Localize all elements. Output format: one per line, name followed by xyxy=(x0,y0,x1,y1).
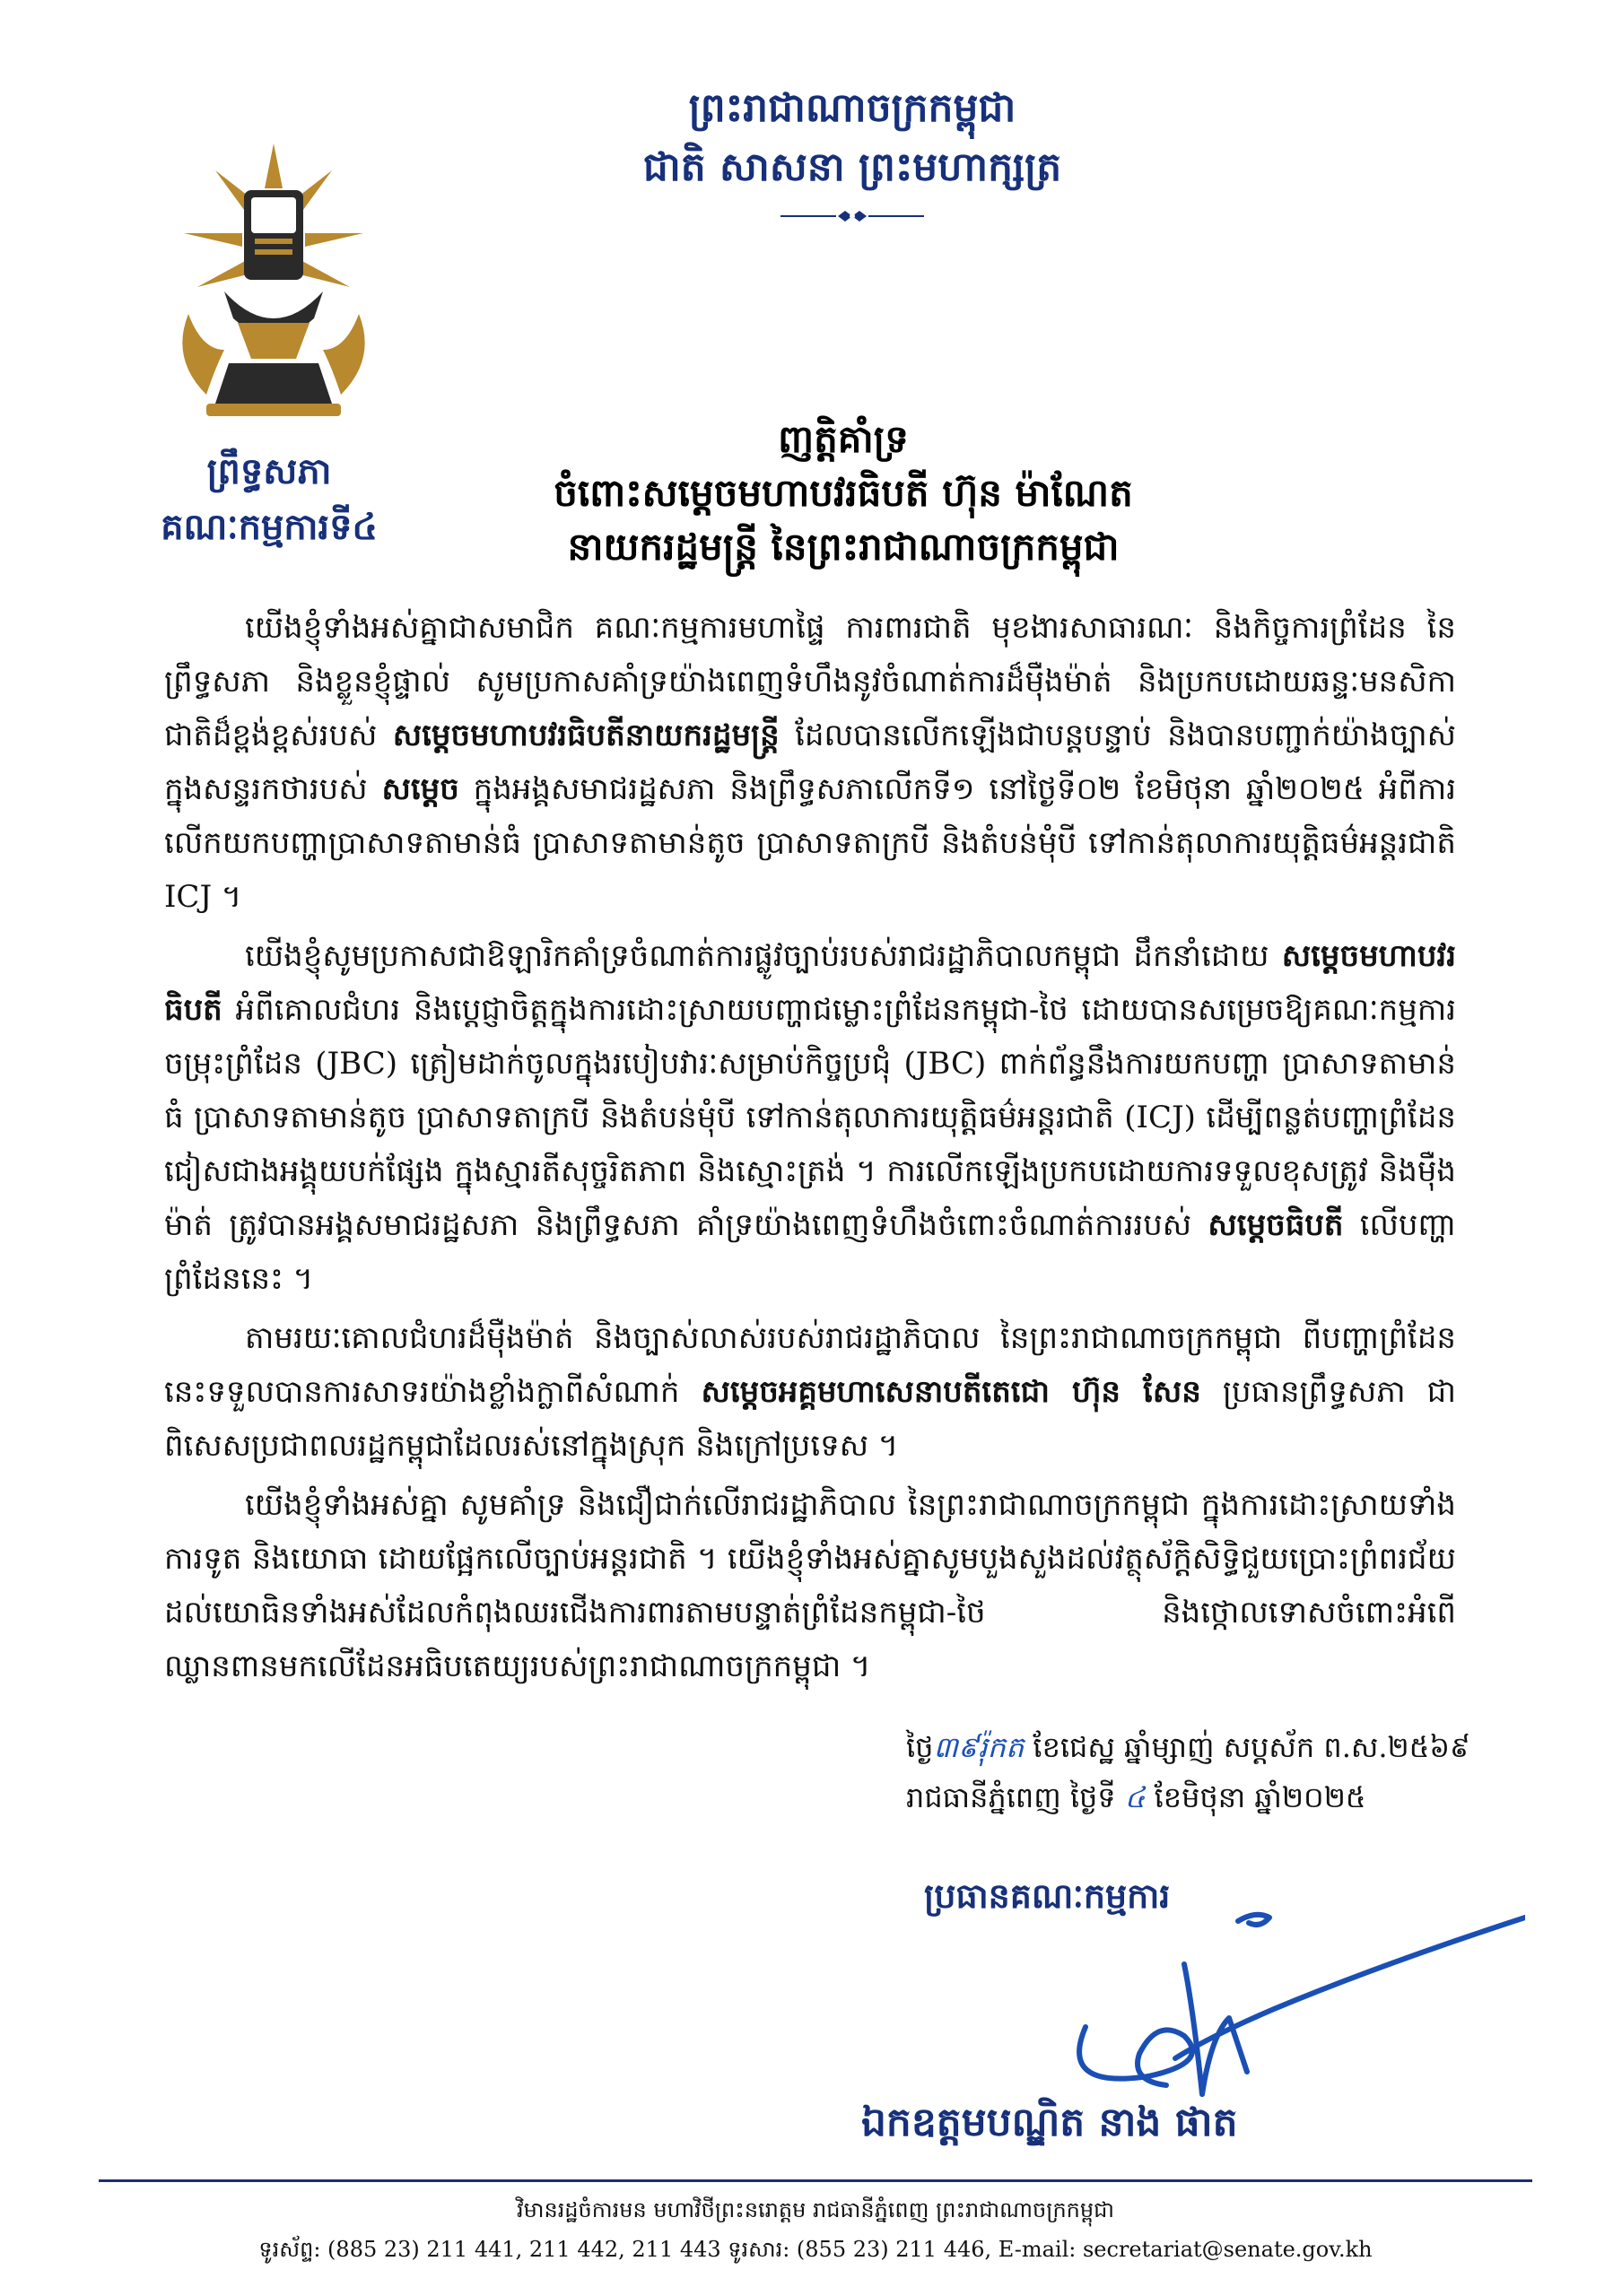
document-body xyxy=(164,601,1456,1699)
ornament-divider-icon xyxy=(780,208,924,224)
date-block xyxy=(906,1722,1470,1822)
national-motto: ជាតិ សាសនា ព្រះមហាក្សត្រ xyxy=(642,144,1062,190)
paragraph-3: តាមរយៈគោលជំហរដ៏មុឺងម៉ាត់ និងច្បាស់លាស់របស់រាជរដ្ឋាភិបាល នៃព្រះរាជាណាចក្រកម្ពុជា ពីបញ្ហាព្រំដែននេះទទួលបានការសាទរយ៉ាងខ្លាំងក្លាពីសំណាក់ សម្តេចអគ្គមហាសេនាបតីតេជោ ហ៊ុន សែន ប្រធានព្រឹទ្ធសភា ជាពិសេសប្រជាពលរដ្ឋកម្ពុជាដែលរស់នៅក្នុងស្រុក និងក្រៅប្រទេស ។ xyxy=(164,1320,1456,1464)
paragraph-4: យើងខ្ញុំទាំងអស់គ្នា សូមគាំទ្រ និងជឿជាក់លើរាជរដ្ឋាភិបាល នៃព្រះរាជាណាចក្រកម្ពុជា ក្នុងការដោះស្រាយទាំងការទូត និងយោធា ដោយផ្អែកលើច្បាប់អន្តរជាតិ ។ យើងខ្ញុំទាំងអស់គ្នាសូមបួងសួងដល់វត្ថុស័ក្តិសិទ្ធិជួយប្រោះព្រំពរជ័យដល់យោធិនទាំងអស់ដែលកំពុងឈរជើងការពារតាមបន្ទាត់ព្រំដែនកម្ពុជា-ថៃ និងថ្កោលទោសចំពោះអំពើឈ្លានពានមកលើដែនអធិបតេយ្យរបស់ព្រះរាជាណាចក្រកម្ពុជា ។ xyxy=(164,1487,1456,1684)
senate-emblem-icon xyxy=(161,135,386,430)
handwritten-lunar-day: ៣៩រ៉ុកត xyxy=(933,1730,1025,1764)
title-line-3: នាយករដ្ឋមន្ត្រី នៃព្រះរាជាណាចក្រកម្ពុជា xyxy=(567,525,1120,569)
handwritten-solar-day: ៤ xyxy=(1124,1780,1146,1814)
title-line-1: ញត្តិគាំទ្រ xyxy=(778,417,909,461)
title-line-2: ចំពោះសម្តេចមហាបវរធិបតី ហ៊ុន ម៉ាណែត xyxy=(554,471,1133,515)
document-title xyxy=(377,413,1310,574)
commission-label: គណៈកម្មការទី៤ xyxy=(161,506,378,548)
signature-icon xyxy=(915,1901,1525,2108)
footer xyxy=(99,2190,1532,2269)
national-header xyxy=(502,79,1202,228)
paragraph-1: យើងខ្ញុំទាំងអស់គ្នាជាសមាជិក គណៈកម្មការមហាផ្ទៃ ការពារជាតិ មុខងារសាធារណៈ និងកិច្ចការព្រំដែន នៃព្រឹទ្ធសភា និងខ្លួនខ្ញុំផ្ទាល់ សូមប្រកាសគាំទ្រយ៉ាងពេញទំហឹងនូវចំណាត់ការដ៏មុឺងម៉ាត់ និងប្រកបដោយឆន្ទៈមនសិកាជាតិដ៏ខ្ពង់ខ្ពស់របស់ សម្តេចមហាបវរធិបតីនាយករដ្ឋមន្ត្រី ដែលបានលើកឡើងជាបន្តបន្ទាប់ និងបានបញ្ជាក់យ៉ាងច្បាស់ក្នុងសន្ទរកថារបស់ សម្តេច ក្នុងអង្គសមាជរដ្ឋសភា និងព្រឹទ្ធសភាលើកទី១ នៅថ្ងៃទី០២ ខែមិថុនា ឆ្នាំ២០២៥ អំពីការលើកយកបញ្ហាប្រាសាទតាមាន់ធំ ប្រាសាទតាមាន់តូច ប្រាសាទតាក្របី និងតំបន់មុំបី ទៅកាន់តុលាការយុត្តិធម៌អន្តរជាតិ ICJ ។ xyxy=(164,610,1456,915)
footer-address: វិមានរដ្ឋចំការមន មហាវិថីព្រះនរោត្តម រាជធានីភ្នំពេញ ព្រះរាជាណាចក្រកម្ពុជា xyxy=(516,2197,1114,2222)
lunar-date: ថ្ងៃ៣៩រ៉ុកត ខែជេស្ឋ ឆ្នាំម្សាញ់ សប្តស័ក ព.ស.២៥៦៩ xyxy=(906,1730,1470,1764)
paragraph-2: យើងខ្ញុំសូមប្រកាសជាឱឡារិកគាំទ្រចំណាត់ការផ្លូវច្បាប់របស់រាជរដ្ឋាភិបាលកម្ពុជា ដឹកនាំដោយ សម្តេចមហាបវរធិបតី អំពីគោលជំហរ និងប្តេជ្ញាចិត្តក្នុងការដោះស្រាយបញ្ហាជម្លោះព្រំដែនកម្ពុជា-ថៃ ដោយបានសម្រេចឱ្យគណៈកម្មការចម្រុះព្រំដែន (JBC) ត្រៀមដាក់ចូលក្នុងរបៀបវារៈសម្រាប់កិច្ចប្រជុំ (JBC) ពាក់ព័ន្ធនឹងការយកបញ្ហា ប្រាសាទតាមាន់ធំ ប្រាសាទតាមាន់តូច ប្រាសាទតាក្របី និងតំបន់មុំបី ទៅកាន់តុលាការយុត្តិធម៌អន្តរជាតិ (ICJ) ដើម្បីពន្លត់បញ្ហាព្រំដែន ជៀសជាងអង្គុយបក់ផ្សែង ក្នុងស្មារតីសុច្ចរិតភាព និងស្មោះត្រង់ ។ ការលើកឡើងប្រកបដោយការទទួលខុសត្រូវ និងមុឺងម៉ាត់ ត្រូវបានអង្គសមាជរដ្ឋសភា និងព្រឹទ្ធសភា គាំទ្រយ៉ាងពេញទំហឹងចំពោះចំណាត់ការរបស់ សម្តេចធិបតី លើបញ្ហាព្រំដែននេះ ។ xyxy=(164,938,1457,1297)
footer-divider xyxy=(99,2179,1532,2182)
solar-date: រាជធានីភ្នំពេញ ថ្ងៃទី ៤ ខែមិថុនា ឆ្នាំ២០២៥ xyxy=(906,1780,1366,1814)
signer-title: ប្រធានគណៈកម្មការ xyxy=(924,1875,1171,1916)
kingdom-heading: ព្រះរាជាណាចក្រកម្ពុជា xyxy=(688,85,1016,131)
senate-label: ព្រឹទ្ធសភា xyxy=(206,450,332,492)
signer-name: ឯកឧត្តមបណ្ឌិត នាង ផាត xyxy=(861,2100,1238,2145)
footer-contact: ទូរស័ព្ទ: (885 23) 211 441, 211 442, 211 443 ទូរសារ: (855 23) 211 446, E-mail: secretariat@senate.gov.kh xyxy=(258,2237,1373,2262)
